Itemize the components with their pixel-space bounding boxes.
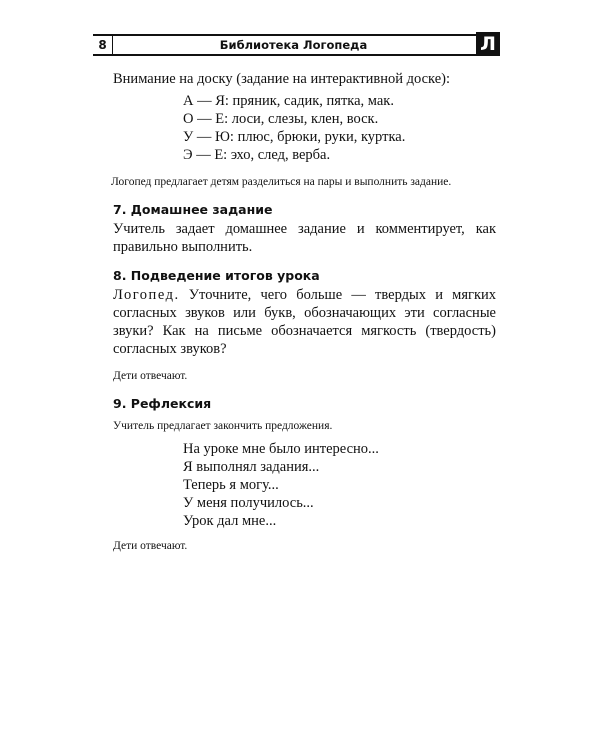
- logo-letter-icon: Л: [476, 32, 500, 56]
- pairs-note: Логопед предлагает детям разделиться на пары и выполнить задание.: [111, 176, 452, 188]
- letter-pairs-list: [183, 92, 496, 164]
- page-number: 8: [93, 36, 113, 54]
- sentence-list: [183, 440, 496, 530]
- section-7-text: Учитель задает домашнее задание и комментирует, как правильно выполнить.: [113, 221, 496, 255]
- list-item: У — Ю: плюс, брюки, руки, куртка.: [183, 129, 406, 145]
- section-8-answer: Дети отвечают.: [113, 370, 188, 382]
- speaker-label: Логопед.: [113, 287, 180, 303]
- section-7-heading: 7. Домашнее задание: [113, 202, 273, 217]
- section-8-heading: 8. Подведение итогов урока: [113, 268, 320, 283]
- section-8-paragraph: [113, 286, 496, 358]
- list-item: Я выполнял задания...: [183, 459, 320, 475]
- running-header: [93, 34, 498, 56]
- header-title: Библиотека Логопеда: [219, 38, 368, 52]
- list-item: У меня получилось...: [183, 495, 314, 511]
- section-9-heading: 9. Рефлексия: [113, 396, 212, 411]
- section-8-text: Уточните, чего больше — твердых и мягких согласных звуков или букв, обозначающих эти согласные звуки? Как на письме обозначается мягкость (твердость) согласных звуков?: [113, 287, 496, 357]
- list-item: А — Я: пряник, садик, пятка, мак.: [183, 93, 394, 109]
- list-item: Урок дал мне...: [183, 513, 277, 529]
- list-item: Э — Е: эхо, след, верба.: [183, 147, 331, 163]
- intro-text: Внимание на доску (задание на интерактивной доске):: [113, 71, 451, 87]
- page-body: [113, 70, 496, 554]
- list-item: Теперь я могу...: [183, 477, 279, 493]
- section-9-answer: Дети отвечают.: [113, 540, 188, 552]
- list-item: На уроке мне было интересно...: [183, 441, 379, 457]
- list-item: О — Е: лоси, слезы, клен, воск.: [183, 111, 379, 127]
- section-9-instruction: Учитель предлагает закончить предложения.: [113, 420, 333, 432]
